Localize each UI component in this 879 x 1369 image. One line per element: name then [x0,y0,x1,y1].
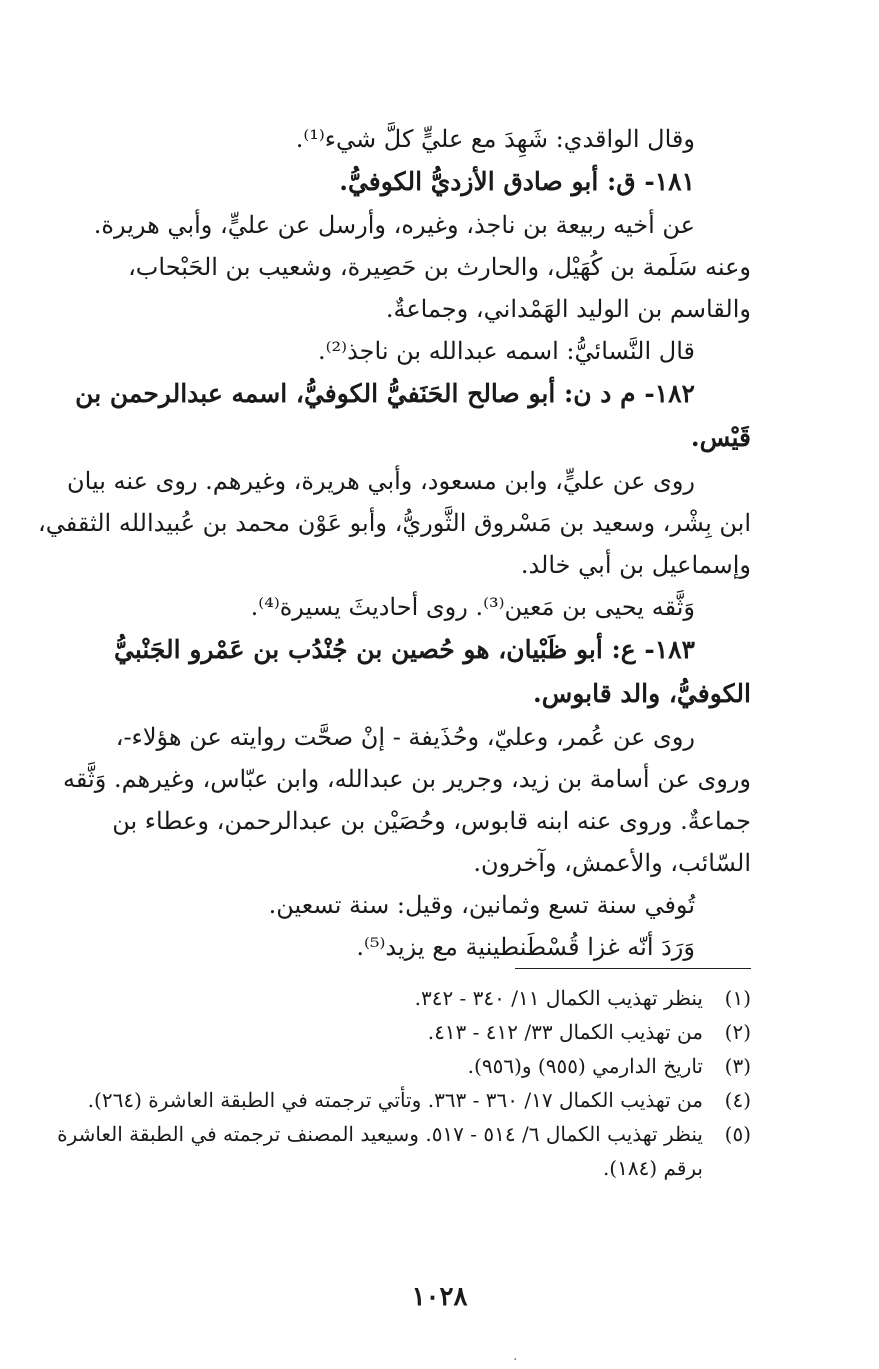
footnote-text: ينظر تهذيب الكمال ١١/ ٣٤٠ - ٣٤٢. [414,986,703,1010]
text-line: عن أخيه ربيعة بن ناجذ، وغيره، وأرسل عن عليٍّ، وأبي هريرة. [93,211,695,239]
main-text [36,118,751,968]
footnote-text: تاريخ الدارمي (٩٥٥) و(٩٥٦). [467,1054,703,1078]
footnote-item [36,1015,751,1049]
footnote-item [36,1049,751,1083]
footnote-text: من تهذيب الكمال ٣٣/ ٤١٢ - ٤١٣. [427,1020,703,1044]
footnotes [36,968,751,1185]
text-line: والقاسم بن الوليد الهَمْداني، وجماعةٌ. [385,295,751,323]
text-line: تُوفي سنة تسع وثمانين، وقيل: سنة تسعين. [268,891,695,919]
scan-mark: · [513,1352,518,1368]
footnote-item [36,981,751,1015]
entry-heading-183: ١٨٣- ع: أبو ظَبْيان، هو حُصين بن جُنْدُب بن عَمْرو الجَنْبيُّ [113,635,695,664]
text-line: روى عن عُمر، وعليّ، وحُذَيفة - إنْ صحَّت روايته عن هؤلاء-، [115,723,695,751]
footnote-number: (٢) [724,1020,751,1044]
entry-heading-183-cont: الكوفيُّ، والد قابوس. [533,679,751,708]
footnote-number: (٤) [724,1088,751,1112]
footnote-number: (٣) [724,1054,751,1078]
text-line: وقال الواقدي: شَهِدَ مع عليٍّ كلَّ شيء⁽¹⁾. [295,125,695,153]
text-line: قال النَّسائيُّ: اسمه عبدالله بن ناجذ⁽²⁾. [318,337,695,365]
footnote-number: (١) [724,986,751,1010]
footnote-text: من تهذيب الكمال ١٧/ ٣٦٠ - ٣٦٣. وتأتي ترجمته في الطبقة العاشرة (٢٦٤). [87,1088,703,1112]
footnote-item [36,1083,751,1117]
text-line: جماعةٌ. وروى عنه ابنه قابوس، وحُصَيْن بن عبدالرحمن، وعطاء بن [112,807,751,835]
entry-heading-181: ١٨١- ق: أبو صادق الأزديُّ الكوفيُّ. [339,167,695,196]
text-line: روى عن عليٍّ، وابن مسعود، وأبي هريرة، وغيرهم. روى عنه بيان [67,467,695,495]
text-line: وعنه سَلَمة بن كُهَيْل، والحارث بن حَصِيرة، وشعيب بن الحَبْحاب، [128,253,751,281]
text-line: ابن بِشْر، وسعيد بن مَسْروق الثَّوريُّ، وأبو عَوْن محمد بن عُبيدالله الثقفي، [37,509,751,537]
footnote-number: (٥) [724,1122,751,1146]
footnote-text: ينظر تهذيب الكمال ٦/ ٥١٤ - ٥١٧. وسيعيد المصنف ترجمته في الطبقة العاشرة برقم (١٨٤). [57,1122,703,1180]
text-line: وروى عن أسامة بن زيد، وجرير بن عبدالله، وابن عبّاس، وغيرهم. وَثَّقه [63,765,751,793]
footnote-separator [515,968,751,969]
entry-heading-182: ١٨٢- م د ن: أبو صالح الحَنَفيُّ الكوفيُّ، اسمه عبدالرحمن بن [75,379,695,408]
text-line: وإسماعيل بن أبي خالد. [520,551,751,579]
text-line: السّائب، والأعمش، وآخرون. [473,849,751,877]
page-number: ١٠٢٨ [411,1282,468,1312]
text-line: وَثَّقه يحيى بن مَعين⁽³⁾. روى أحاديثَ يسيرة⁽⁴⁾. [250,593,695,621]
entry-heading-182-cont: قَيْس. [690,423,751,452]
footnote-item [36,1117,751,1185]
text-line: وَرَدَ أنّه غزا قُسْطَنطينية مع يزيد⁽⁵⁾. [356,933,695,961]
